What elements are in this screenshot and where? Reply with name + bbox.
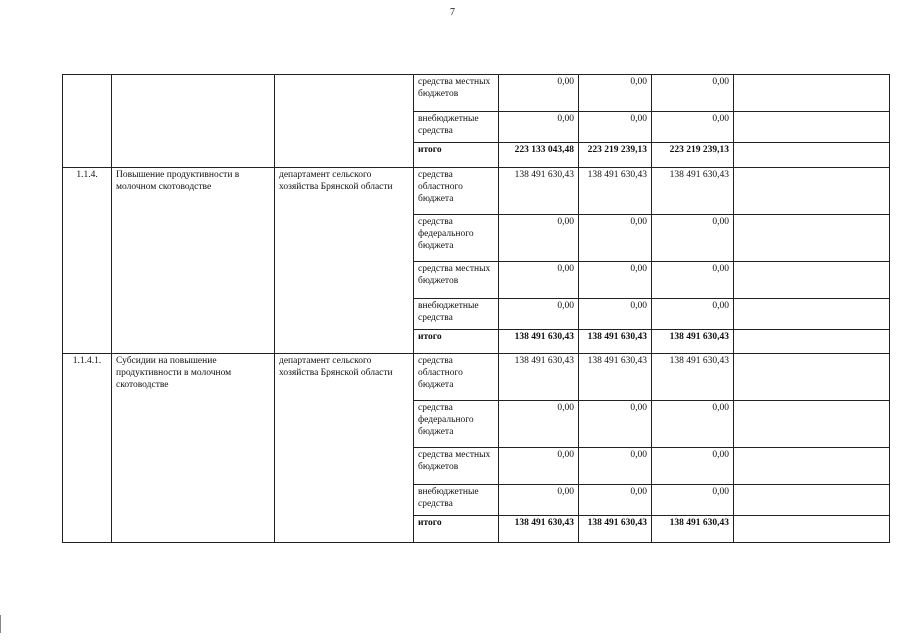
funding-source-cell: итого (414, 143, 499, 168)
funding-source-cell: внебюджетные средства (414, 112, 499, 143)
value-year-3-cell: 138 491 630,43 (652, 516, 734, 543)
value-year-2-cell: 0,00 (579, 215, 652, 262)
funding-source-cell: средства областного бюджета (414, 354, 499, 401)
value-year-3-cell: 138 491 630,43 (652, 168, 734, 215)
value-year-1-cell: 0,00 (499, 299, 579, 330)
value-year-1-cell: 0,00 (499, 112, 579, 143)
value-year-3-cell: 223 219 239,13 (652, 143, 734, 168)
item-name-cell: Повышение продуктивности в молочном скотоводстве (112, 168, 275, 354)
funding-source-cell: итого (414, 516, 499, 543)
value-year-2-cell: 0,00 (579, 401, 652, 448)
value-year-1-cell: 138 491 630,43 (499, 168, 579, 215)
table-row (63, 75, 890, 112)
value-year-2-cell: 138 491 630,43 (579, 168, 652, 215)
notes-cell (734, 485, 890, 516)
value-year-2-cell: 223 219 239,13 (579, 143, 652, 168)
value-year-1-cell: 0,00 (499, 75, 579, 112)
notes-cell (734, 143, 890, 168)
value-year-2-cell: 0,00 (579, 448, 652, 485)
table-row (63, 168, 890, 215)
value-year-1-cell: 138 491 630,43 (499, 516, 579, 543)
notes-cell (734, 448, 890, 485)
value-year-3-cell: 138 491 630,43 (652, 330, 734, 354)
value-year-3-cell: 0,00 (652, 299, 734, 330)
notes-cell (734, 401, 890, 448)
value-year-3-cell: 0,00 (652, 262, 734, 299)
item-name-cell: Субсидии на повышение продуктивности в молочном скотоводстве (112, 354, 275, 543)
item-number-cell (63, 75, 112, 168)
budget-table (62, 74, 890, 543)
funding-source-cell: средства местных бюджетов (414, 262, 499, 299)
scan-edge-mark (0, 615, 1, 633)
notes-cell (734, 215, 890, 262)
value-year-2-cell: 0,00 (579, 112, 652, 143)
funding-source-cell: средства федерального бюджета (414, 401, 499, 448)
funding-source-cell: внебюджетные средства (414, 299, 499, 330)
notes-cell (734, 75, 890, 112)
value-year-1-cell: 0,00 (499, 448, 579, 485)
funding-source-cell: средства местных бюджетов (414, 75, 499, 112)
value-year-1-cell: 0,00 (499, 401, 579, 448)
executor-cell (275, 75, 414, 168)
value-year-2-cell: 0,00 (579, 485, 652, 516)
value-year-3-cell: 0,00 (652, 215, 734, 262)
value-year-1-cell: 138 491 630,43 (499, 330, 579, 354)
value-year-2-cell: 0,00 (579, 75, 652, 112)
notes-cell (734, 262, 890, 299)
notes-cell (734, 112, 890, 143)
value-year-2-cell: 138 491 630,43 (579, 354, 652, 401)
funding-source-cell: итого (414, 330, 499, 354)
item-number-cell: 1.1.4.1. (63, 354, 112, 543)
value-year-2-cell: 138 491 630,43 (579, 516, 652, 543)
value-year-3-cell: 0,00 (652, 75, 734, 112)
funding-source-cell: средства федерального бюджета (414, 215, 499, 262)
value-year-1-cell: 0,00 (499, 215, 579, 262)
value-year-3-cell: 0,00 (652, 485, 734, 516)
notes-cell (734, 354, 890, 401)
value-year-1-cell: 223 133 043,48 (499, 143, 579, 168)
value-year-3-cell: 138 491 630,43 (652, 354, 734, 401)
item-name-cell (112, 75, 275, 168)
table-row (63, 354, 890, 401)
value-year-1-cell: 138 491 630,43 (499, 354, 579, 401)
value-year-1-cell: 0,00 (499, 485, 579, 516)
value-year-1-cell: 0,00 (499, 262, 579, 299)
value-year-2-cell: 0,00 (579, 262, 652, 299)
page-number: 7 (450, 7, 455, 18)
value-year-2-cell: 138 491 630,43 (579, 330, 652, 354)
notes-cell (734, 168, 890, 215)
funding-source-cell: средства местных бюджетов (414, 448, 499, 485)
executor-cell: департамент сельского хозяйства Брянской области (275, 354, 414, 543)
notes-cell (734, 516, 890, 543)
value-year-3-cell: 0,00 (652, 401, 734, 448)
value-year-3-cell: 0,00 (652, 448, 734, 485)
item-number-cell: 1.1.4. (63, 168, 112, 354)
notes-cell (734, 299, 890, 330)
funding-source-cell: средства областного бюджета (414, 168, 499, 215)
funding-source-cell: внебюджетные средства (414, 485, 499, 516)
notes-cell (734, 330, 890, 354)
value-year-3-cell: 0,00 (652, 112, 734, 143)
value-year-2-cell: 0,00 (579, 299, 652, 330)
executor-cell: департамент сельского хозяйства Брянской области (275, 168, 414, 354)
